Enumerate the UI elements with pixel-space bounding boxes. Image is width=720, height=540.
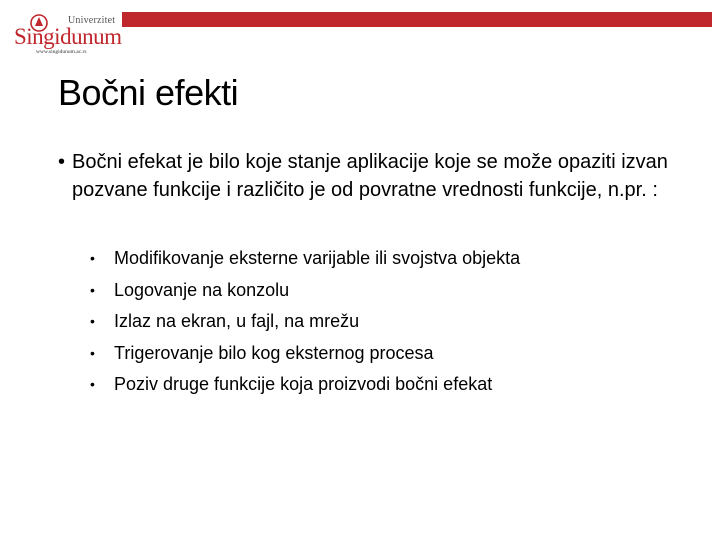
bullet-icon: • — [90, 281, 95, 298]
list-item-text: Logovanje na konzolu — [114, 279, 290, 300]
list-item-text: Izlaz na ekran, u fajl, na mrežu — [114, 311, 360, 331]
header-accent-bar — [122, 12, 712, 27]
sub-bullet-list — [90, 244, 670, 402]
university-logo — [12, 10, 122, 58]
logo-url: www.singidunum.ac.rs — [36, 49, 87, 55]
list-item — [90, 307, 670, 339]
list-item — [90, 276, 670, 308]
bullet-icon: • — [58, 151, 66, 173]
logo-wordmark: Singidunum — [14, 24, 122, 49]
list-item-text: Modifikovanje eksterne varijable ili svojstva objekta — [114, 248, 521, 268]
list-item — [90, 339, 670, 371]
main-bullet-text: Bočni efekat je bilo koje stanje aplikacije koje se može opaziti izvan pozvane funkcije i različito je od povratne vrednosti funkcije, n.pr. : — [72, 151, 668, 201]
bullet-icon: • — [90, 250, 95, 266]
slide-title: Bočni efekti — [58, 72, 239, 113]
bullet-icon: • — [90, 313, 95, 329]
list-item-text: Poziv druge funkcije koja proizvodi bočni efekat — [114, 374, 493, 394]
logo-subtitle: Univerzitet — [68, 15, 116, 26]
bullet-icon: • — [90, 376, 95, 392]
bullet-icon: • — [90, 344, 95, 361]
list-item-text: Trigerovanje bilo kog eksternog procesa — [114, 342, 434, 363]
list-item — [90, 370, 670, 402]
main-bullet — [58, 148, 668, 204]
list-item — [90, 244, 670, 276]
